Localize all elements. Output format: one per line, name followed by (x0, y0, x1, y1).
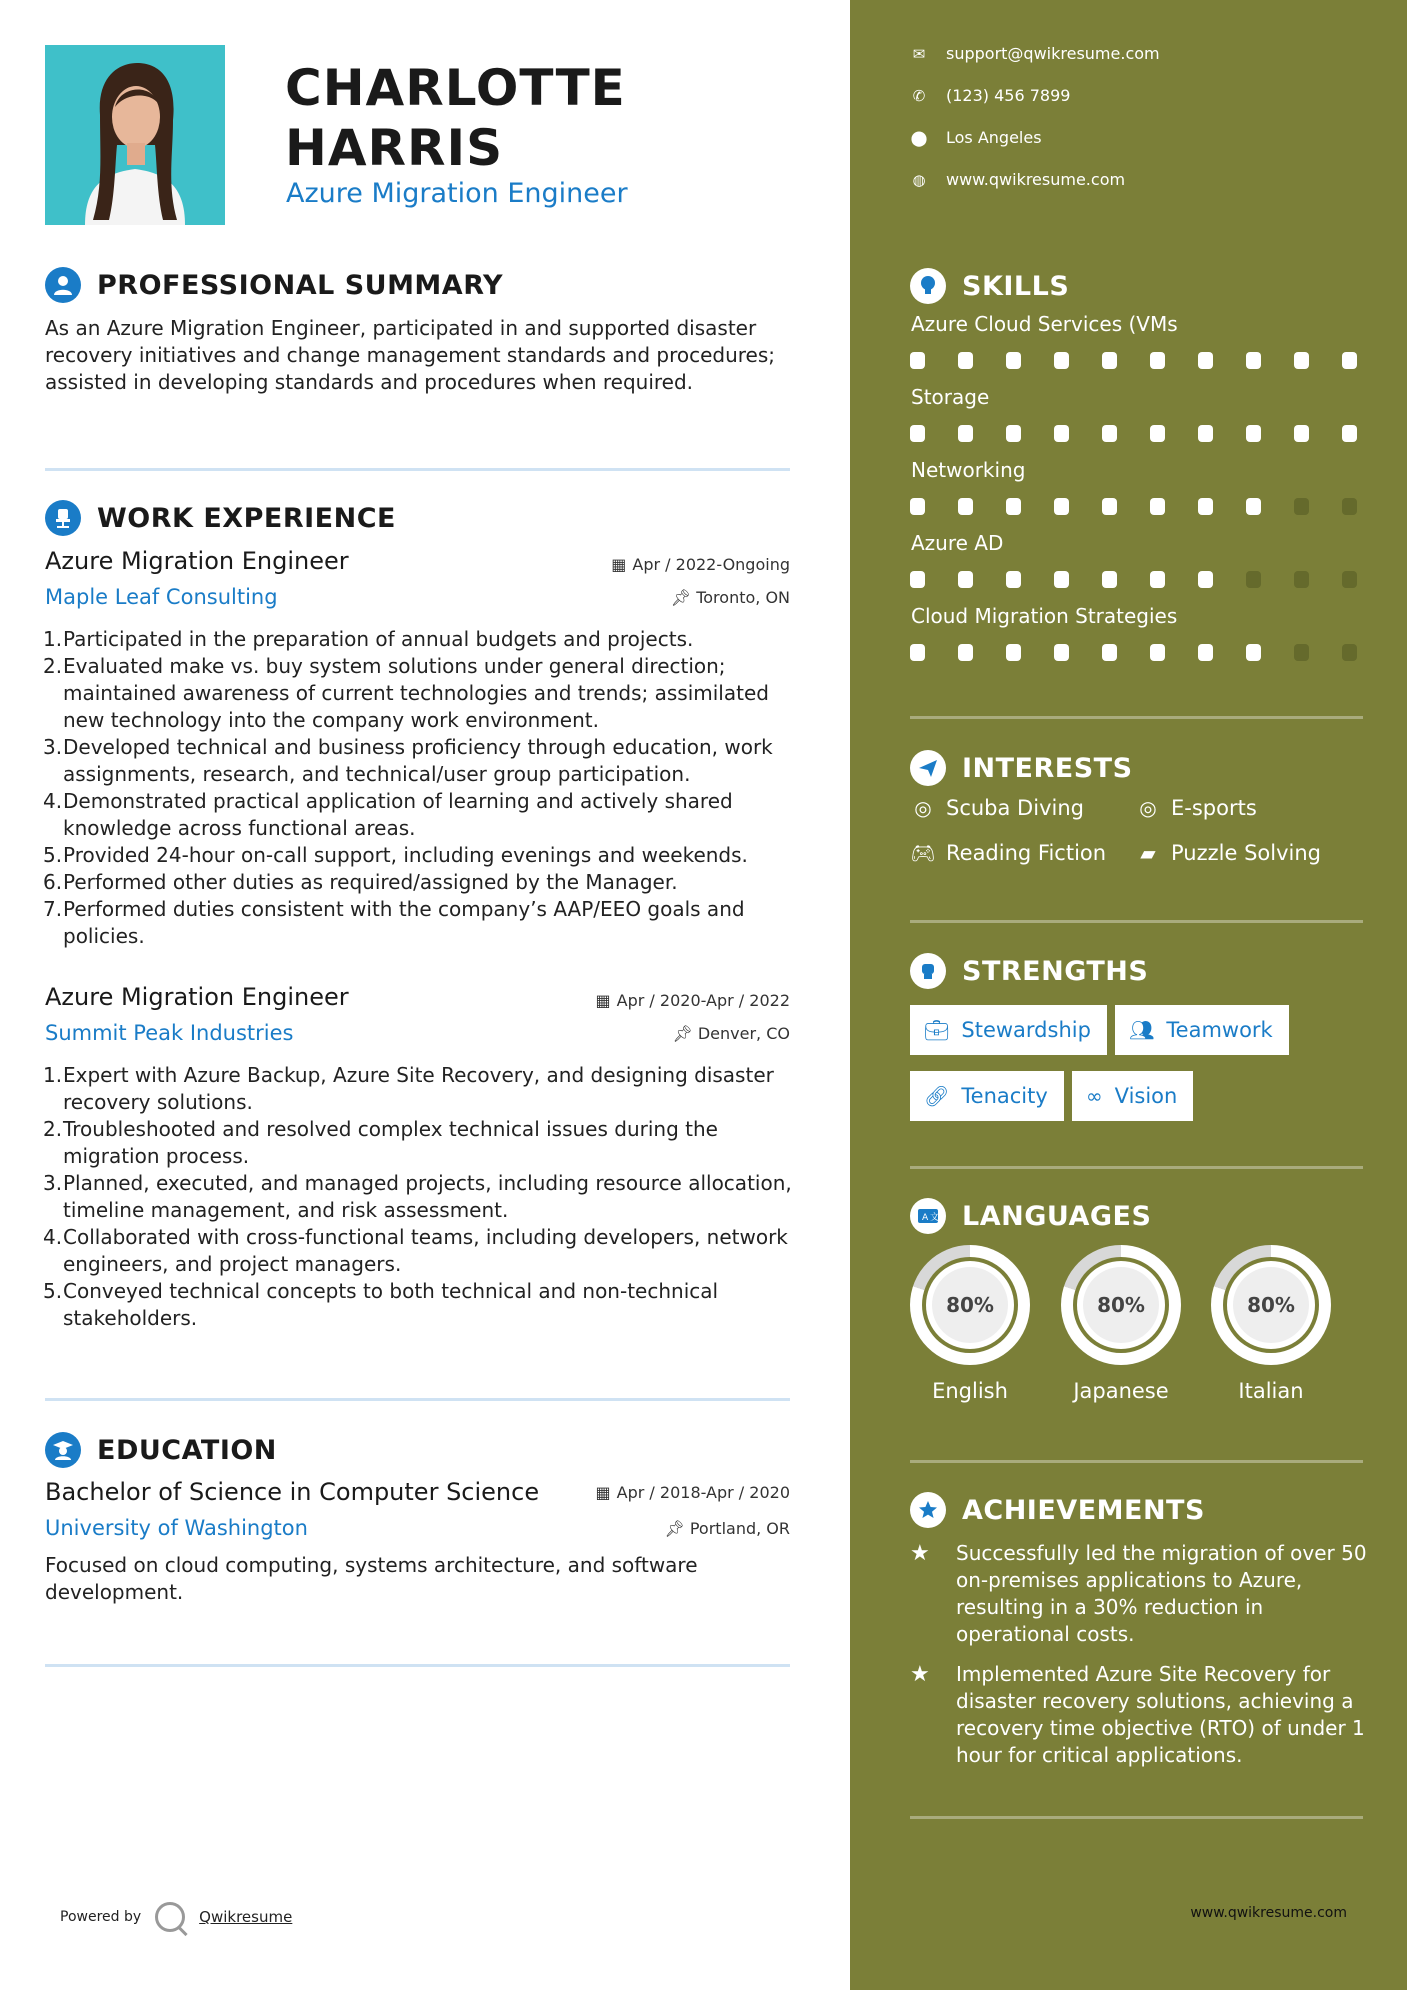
job-duties-list (45, 626, 795, 950)
skill-dot (1102, 644, 1117, 661)
contact-location: ⬤ Los Angeles (910, 128, 1042, 147)
shooting-star-icon: ★ (910, 1541, 930, 1566)
interest-item: ◎ Scuba Diving (910, 796, 1084, 820)
skill-rating (910, 352, 1390, 369)
profile-photo (45, 45, 225, 225)
education-location-text: Portland, OR (689, 1519, 790, 1538)
skill-dot (910, 352, 925, 369)
skill-dot (1246, 425, 1261, 442)
skill-dot (1150, 425, 1165, 442)
envelope-icon: ✉ (912, 44, 926, 63)
education-location (664, 1519, 790, 1538)
list-item: 3. Planned, executed, and managed projects, including resource allocation, timeline management, and risk assessment. (43, 1171, 792, 1222)
strength-tag: 👥︎ Teamwork (1115, 1005, 1289, 1055)
language-name: English (932, 1379, 1008, 1403)
job-location (671, 588, 790, 607)
language-item (1211, 1245, 1331, 1403)
link-icon: 🔗︎ (924, 1084, 950, 1108)
skill-dot (1102, 498, 1117, 515)
language-icon (910, 1198, 946, 1234)
skill-dot (1150, 644, 1165, 661)
skill-dot (1294, 644, 1309, 661)
divider (45, 1398, 790, 1401)
qwikresume-logo-icon (155, 1902, 185, 1932)
skill-dot (958, 425, 973, 442)
strength-tag: 🔗︎ Tenacity (910, 1071, 1064, 1121)
skill-dot (958, 498, 973, 515)
skill-dot (910, 498, 925, 515)
languages-heading: LANGUAGES (962, 1200, 1152, 1232)
divider (910, 716, 1363, 719)
interest-item: ▰ Puzzle Solving (1135, 841, 1321, 865)
list-item: 6. Performed other duties as required/assigned by the Manager. (43, 870, 678, 894)
life-ring-icon: ◎ (1139, 796, 1157, 820)
strengths-header (910, 953, 1148, 989)
job-date (611, 555, 790, 574)
language-name: Italian (1238, 1379, 1304, 1403)
job-location-text: Denver, CO (697, 1024, 790, 1043)
education-date-text: Apr / 2018-Apr / 2020 (616, 1483, 790, 1502)
svg-text:A: A (922, 1213, 929, 1223)
achievement-item: ★ Successfully led the migration of over 50 on-premises applications to Azure, resulting in a 30% reduction in operational costs. (910, 1541, 1367, 1646)
brand-link[interactable]: Qwikresume (199, 1908, 293, 1926)
skill-dot (1006, 644, 1021, 661)
interest-item: 🎮︎ Reading Fiction (910, 841, 1107, 865)
skill-rating (910, 425, 1390, 442)
skill-dot (1342, 571, 1357, 588)
skill-dot (1198, 644, 1213, 661)
first-name: CHARLOTTE (285, 59, 626, 117)
skill-dot (1342, 498, 1357, 515)
skill-dot (1054, 425, 1069, 442)
list-item: 7. Performed duties consistent with the company’s AAP/EEO goals and policies. (43, 897, 745, 948)
language-percent: 80% (1083, 1267, 1159, 1343)
language-name: Japanese (1073, 1379, 1169, 1403)
achievements-heading: ACHIEVEMENTS (962, 1494, 1205, 1526)
skill-dot (1294, 571, 1309, 588)
skill-name: Azure Cloud Services (VMs (911, 312, 1178, 336)
skill-dot (1294, 498, 1309, 515)
contact-email[interactable]: ✉ support@qwikresume.com (910, 44, 1160, 63)
skill-dot (1342, 425, 1357, 442)
language-item (1061, 1245, 1181, 1403)
users-icon: 👥︎ (1129, 1018, 1155, 1042)
list-item: 1. Expert with Azure Backup, Azure Site Recovery, and designing disaster recovery solutions. (43, 1063, 774, 1114)
phone-icon: ✆ (912, 86, 926, 105)
summary-heading: PROFESSIONAL SUMMARY (97, 269, 504, 301)
summary-header (45, 267, 503, 303)
job-date (596, 991, 790, 1010)
skill-dot (1150, 571, 1165, 588)
skill-dot (1246, 352, 1261, 369)
paper-plane-icon (910, 750, 946, 786)
skill-name: Storage (911, 385, 990, 409)
skill-dot (1102, 425, 1117, 442)
job-date-text: Apr / 2020-Apr / 2022 (616, 991, 790, 1010)
skill-dot (1294, 425, 1309, 442)
interests-heading: INTERESTS (962, 752, 1133, 784)
skill-dot (1054, 352, 1069, 369)
skill-dot (1342, 352, 1357, 369)
education-header (45, 1432, 277, 1468)
skill-dot (1150, 352, 1165, 369)
skill-dot (1150, 498, 1165, 515)
skills-header (910, 268, 1069, 304)
interests-header (910, 750, 1133, 786)
map-marker-icon: ⬤ (910, 128, 928, 147)
skill-dot (1054, 498, 1069, 515)
list-item: 5. Conveyed technical concepts to both technical and non-technical stakeholders. (43, 1279, 719, 1330)
divider (910, 1166, 1363, 1169)
skill-dot (1006, 425, 1021, 442)
last-name: HARRIS (285, 119, 504, 177)
job-location (672, 1024, 790, 1043)
skill-dot (1006, 498, 1021, 515)
skills-heading: SKILLS (962, 270, 1070, 302)
skill-dot (910, 571, 925, 588)
skill-dot (1198, 352, 1213, 369)
lightbulb-icon (910, 268, 946, 304)
skill-dot (1198, 571, 1213, 588)
contact-website[interactable]: ◍ www.qwikresume.com (910, 170, 1125, 189)
language-ring (1061, 1245, 1181, 1365)
language-percent: 80% (1233, 1267, 1309, 1343)
education-date (596, 1483, 790, 1502)
skill-dot (1246, 498, 1261, 515)
skill-name: Azure AD (911, 531, 1004, 555)
pin-icon: 📌︎ (672, 1024, 698, 1043)
footer-site[interactable]: www.qwikresume.com (1190, 1905, 1347, 1921)
divider (910, 1460, 1363, 1463)
job-company: Maple Leaf Consulting (45, 585, 278, 609)
skill-dot (1102, 571, 1117, 588)
strengths-heading: STRENGTHS (962, 955, 1149, 987)
candidate-title: Azure Migration Engineer (286, 178, 628, 209)
skill-name: Cloud Migration Strategies (911, 604, 1178, 628)
skill-dot (910, 644, 925, 661)
education-heading: EDUCATION (97, 1434, 277, 1466)
list-item: 4. Collaborated with cross-functional teams, including developers, network engineers, and project managers. (43, 1225, 788, 1276)
achievement-item: ★ Implemented Azure Site Recovery for disaster recovery solutions, achieving a recovery time objective (RTO) of under 1 hour for critical applications. (910, 1662, 1365, 1767)
job-location-text: Toronto, ON (696, 588, 790, 607)
pin-icon: 📌︎ (664, 1519, 690, 1538)
divider (910, 1816, 1363, 1819)
powered-by-label: Powered by (60, 1909, 142, 1925)
degree-title: Bachelor of Science in Computer Science (45, 1478, 540, 1506)
summary-text: As an Azure Migration Engineer, participated in and supported disaster recovery initiatives and change management standards and procedures; assisted in developing standards and procedures when required. (45, 316, 776, 394)
achievements-header (910, 1492, 1205, 1528)
skill-dot (1006, 352, 1021, 369)
candidate-name (285, 58, 626, 178)
divider (45, 468, 790, 471)
skill-dot (1246, 571, 1261, 588)
contact-phone[interactable]: ✆ (123) 456 7899 (910, 86, 1070, 105)
experience-heading: WORK EXPERIENCE (97, 502, 396, 534)
job-title: Azure Migration Engineer (45, 547, 349, 575)
language-ring (1211, 1245, 1331, 1365)
fist-icon (910, 953, 946, 989)
list-item: 4. Demonstrated practical application of learning and actively shared knowledge across functional areas. (43, 789, 733, 840)
skill-dot (958, 352, 973, 369)
globe-icon: ◍ (912, 170, 926, 189)
skill-dot (1054, 644, 1069, 661)
job-date-text: Apr / 2022-Ongoing (632, 555, 790, 574)
school-name: University of Washington (45, 1516, 308, 1540)
skill-dot (1294, 352, 1309, 369)
job-title: Azure Migration Engineer (45, 983, 349, 1011)
briefcase-icon: 💼︎ (924, 1018, 950, 1042)
calendar-icon: ▦ (595, 991, 611, 1010)
skill-name: Networking (911, 458, 1026, 482)
skill-dot (1102, 352, 1117, 369)
skill-dot (910, 425, 925, 442)
binoculars-icon: ∞ (1086, 1084, 1103, 1108)
skill-dot (958, 571, 973, 588)
language-ring (910, 1245, 1030, 1365)
book-icon: ▰ (1140, 841, 1156, 865)
graduate-icon (45, 1432, 81, 1468)
skill-rating (910, 644, 1390, 661)
list-item: 5. Provided 24-hour on-call support, including evenings and weekends. (43, 843, 748, 867)
list-item: 1. Participated in the preparation of annual budgets and projects. (43, 627, 694, 651)
list-item: 2. Troubleshooted and resolved complex technical issues during the migration process. (43, 1117, 718, 1168)
sidebar (850, 0, 1407, 1990)
office-chair-icon (45, 500, 81, 536)
skill-dot (1198, 498, 1213, 515)
skill-dot (1006, 571, 1021, 588)
skill-rating (910, 571, 1390, 588)
job-company: Summit Peak Industries (45, 1021, 294, 1045)
user-icon (45, 267, 81, 303)
skill-rating (910, 498, 1390, 515)
divider (45, 1664, 790, 1667)
skill-dot (1198, 425, 1213, 442)
skill-dot (958, 644, 973, 661)
languages-header (910, 1198, 1151, 1234)
gamepad-icon: 🎮︎ (910, 841, 936, 865)
svg-text:文: 文 (930, 1213, 939, 1223)
language-percent: 80% (932, 1267, 1008, 1343)
skill-dot (1054, 571, 1069, 588)
powered-by (60, 1902, 292, 1932)
education-text: Focused on cloud computing, systems architecture, and software development. (45, 1553, 698, 1604)
language-item (910, 1245, 1030, 1403)
calendar-icon: ▦ (595, 1483, 611, 1502)
divider (910, 920, 1363, 923)
experience-header (45, 500, 396, 536)
shooting-star-icon: ★ (910, 1662, 930, 1687)
interest-item: ◎ E-sports (1135, 796, 1257, 820)
star-badge-icon (910, 1492, 946, 1528)
list-item: 3. Developed technical and business proficiency through education, work assignments, research, and technical/user group participation. (43, 735, 773, 786)
life-ring-icon: ◎ (914, 796, 932, 820)
skill-dot (1342, 644, 1357, 661)
skill-dot (1246, 644, 1261, 661)
pin-icon: 📌︎ (670, 588, 697, 607)
strength-tag: 💼︎ Stewardship (910, 1005, 1107, 1055)
list-item: 2. Evaluated make vs. buy system solutions under general direction; maintained awareness of current technologies and trends; assimilated new technology into the company work environment. (43, 654, 769, 732)
job-duties-list (45, 1062, 795, 1332)
strength-tag: ∞ Vision (1072, 1071, 1193, 1121)
calendar-icon: ▦ (611, 555, 627, 574)
